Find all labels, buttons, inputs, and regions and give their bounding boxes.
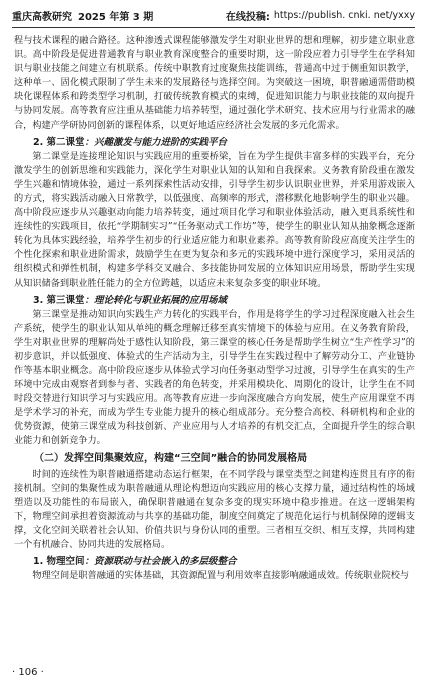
running-header <box>12 7 415 23</box>
section-title: ：理论转化与职业拓展的应用场域 <box>84 294 228 306</box>
issue-number: 2025 年第 3 期 <box>78 11 154 23</box>
section-title: ：兴趣激发与能力进阶的实践平台 <box>84 136 228 148</box>
section-heading-second-classroom <box>14 135 415 150</box>
online-submission-label: 在线投稿: <box>225 11 270 23</box>
subsubsection-heading-physical-space <box>14 554 415 569</box>
section-title: ：资源联动与社会嵌入的多层级整合 <box>84 556 237 568</box>
body-paragraph: 第三课堂是推动知识向实践生产力转化的实践平台，作用是将学生的学习过程深度融入社会生产系统，使学生的职业认知从单纯的概念理解迁移至真实情境下的体验与应用。在义务教育阶段，学生对职业世界的理解尚处于感性认知阶段，第三课堂的核心任务是帮助学生树立“生产性学习”的初步意识，并以低强度、体验式的生产活动为主，引导学生在实践过程中了解劳动分工、产业链协作等基本职业概念。高中阶段应逐步从体验式学习向任务驱动型学习过渡，引导学生在真实的生产环境中完成由观察者到参与者、实践者的角色转变，并采用模块化、周期化的设计，让学生在不同时段交替进行知识学习与实践应用。高等教育应进一步向深度融合方向发展，使生产应用课堂不再是学术学习的补充，而成为学生专业能力提升的核心组成部分。充分整合高校、科研机构和企业的优势资源，使第三课堂成为科技创新、产业应用与人才培养的有机交汇点，全面提升学生的综合职业能力和创新竞争力。 <box>14 308 415 447</box>
section-number-label: 1. 物理空间 <box>33 556 85 568</box>
section-heading-third-classroom <box>14 293 415 308</box>
body-paragraph: 物理空间是职普融通的实体基础，其资源配置与利用效率直接影响融通成效。传统职业院校与 <box>32 570 410 582</box>
submission-url: https://publish. cnki. net/yxxy <box>273 9 415 21</box>
article-body <box>14 34 415 660</box>
page-number: · 106 · <box>12 667 44 678</box>
section-number-label: 2. 第二课堂 <box>33 136 85 148</box>
header-rule <box>12 27 415 28</box>
subsection-heading: （二）发挥空间集聚效应，构建“三空间”融合的协同发展格局 <box>34 452 308 464</box>
body-paragraph: 第二课堂是连接理论知识与实践应用的重要桥梁，旨在为学生提供丰富多样的实践平台，充分激发学生的创新思维和实践能力，深化学生对职业认知的认知和自我探索。义务教育阶段重在激发学生兴趣和情境体验，通过一系列探索性活动安排，引导学生初步认识职业世界，并采用游戏嵌入的方式，将实践活动融入日常教学，以低强度、高频率的形式，潜移默化地影响学生的职业兴趣。高中阶段应逐步从兴趣驱动向能力培养转变，通过项目化学习和职业体验活动，融入更具系统性和连续性的实践项目，依托“学期制实习”“任务驱动式工作坊”等，使学生的职业认知从抽象概念逐渐转化为具体实践经验，培养学生初步的行业适应能力和职业素养。高等教育阶段应高度关注学生的个性化探索和职业进阶需求，鼓励学生在更为复杂和多元的实践环境中进行深度学习，采用灵活的组织模式和弹性机制，构建多学科交叉融合、多技能协同发展的立体知识应用场景，帮助学生实现从知识储备到职业胜任能力的全方位跨越，以适应未来复杂多变的职业环境。 <box>14 150 415 289</box>
journal-name: 重庆高教研究 <box>12 11 72 23</box>
section-number-label: 3. 第三课堂 <box>33 294 85 306</box>
body-paragraph: 时间的连续性为职普融通搭建动态运行框架，在不同学段与课堂类型之间建构连贯且有序的衔接机制。空间的集聚性成为职普融通从理论构想迈向实践应用的核心支撑力量，通过结构性的场域塑造以及功能性的布局嵌入，确保职普融通在复杂多变的现实环境中稳步推进。在这一逻辑架构下，物理空间承担着资源流动与共享的基础功能，制度空间奠定了规范化运行与机制保障的逻辑支撑，文化空间关联着社会认知、价值共识与身份认同的重塑。三者相互交织、相互支撑，共同构建一个有机融合、协同共进的发展格局。 <box>14 468 415 550</box>
body-paragraph: 程与技术课程的融合路径。这种渗透式课程能够激发学生对职业世界的想和理解，初步建立职业意识。高中阶段是促进普通教育与职业教育深度整合的重要时期，这一阶段应着力引导学生在学科知识与职业技能之间建立有机联系。传统中职教育过度聚焦技能训练，普通高中过于侧重知识教学，这种单一、固化模式限制了学生未来的发展路径与选择空间。为突破这一困境，职普融通需借助模块化课程体系和跨类型学习机制，打破传统教育模式的束缚，促进知识能力与职业技能的双向提升与协同发展。高等教育应注重从基础能力培养转型，通过强化学术研究、技术应用与行业需求的融合，构建产学研协同创新的课程体系，以更好地适应经济社会发展的多元化需求。 <box>14 35 415 131</box>
